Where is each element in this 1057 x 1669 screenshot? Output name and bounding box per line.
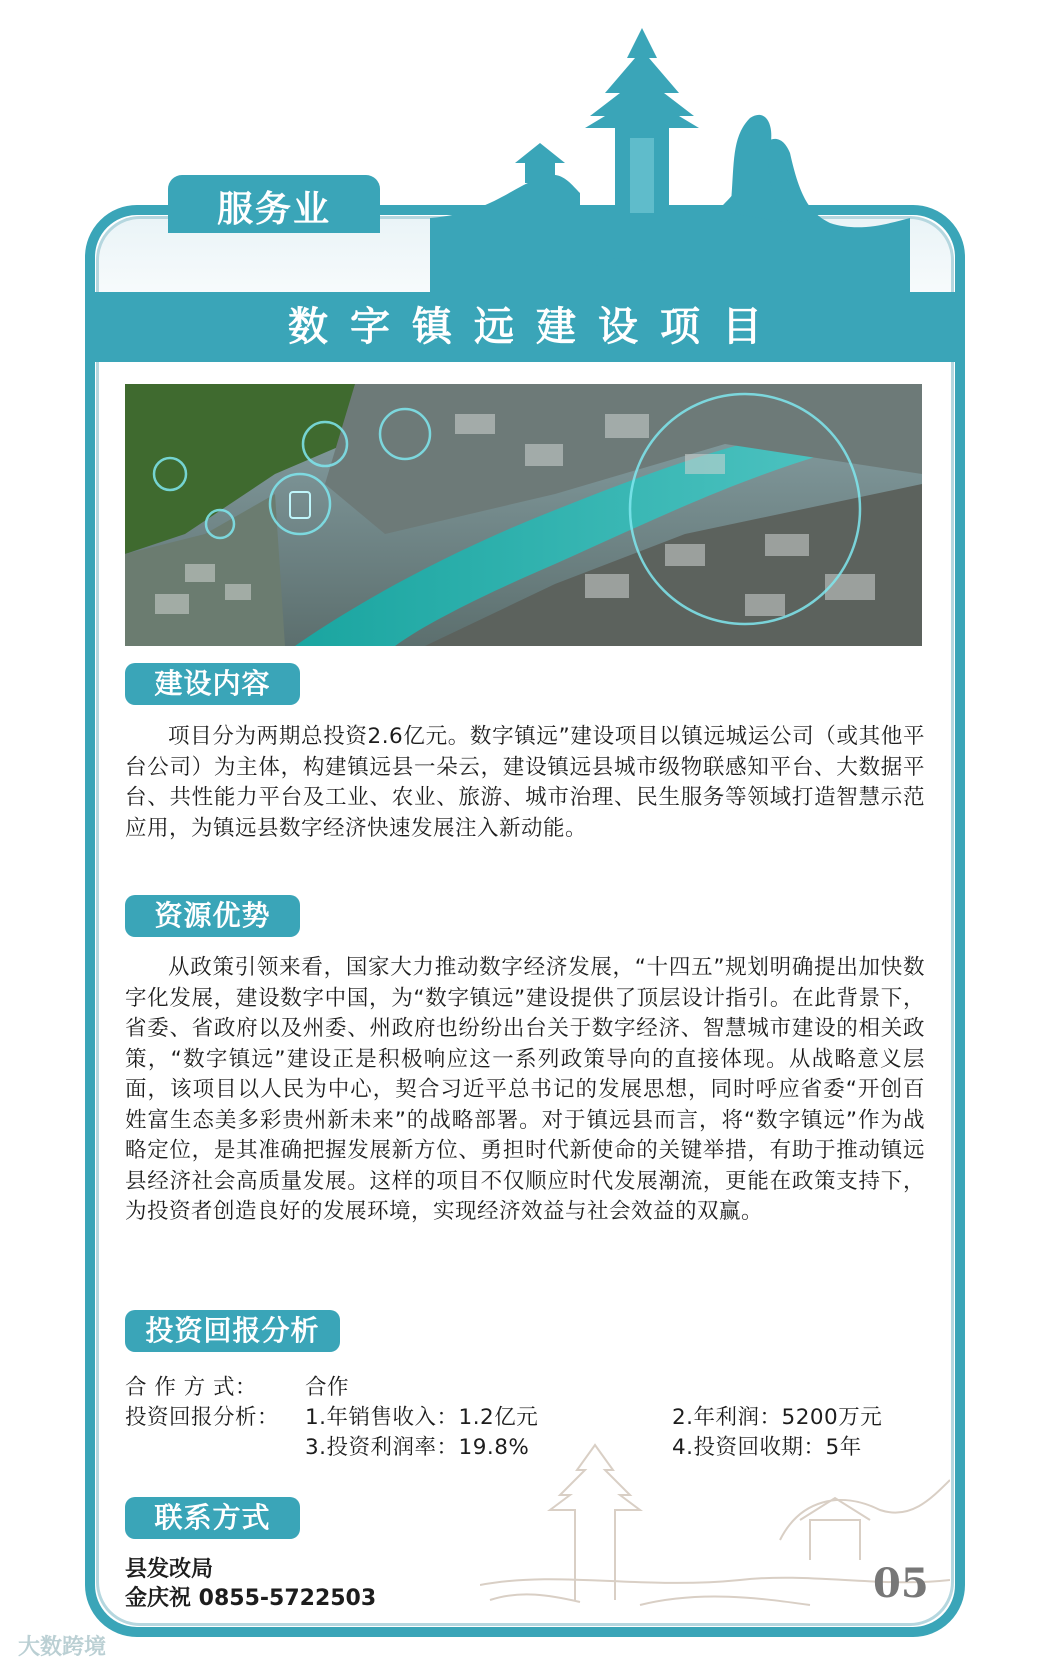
construction-text: 项目分为两期总投资2.6亿元。数字镇远”建设项目以镇远城运公司（或其他平台公司）为主体，构建镇远县一朵云，建设镇远县城市级物联感知平台、大数据平台、共性能力平台及工业、农业、旅游、城市治理、民生服务等领域打造智慧示范应用，为镇远县数字经济快速发展注入新动能。 [125, 724, 925, 841]
coop-mode-label: 合 作 方 式： [125, 1375, 258, 1400]
category-tab [168, 175, 380, 233]
advantages-paragraph [125, 953, 925, 1228]
watermark: 大数跨境 [18, 1635, 107, 1660]
section-heading-advantages: 资源优势 [125, 895, 300, 937]
section-heading-construction: 建设内容 [125, 663, 300, 705]
page-title: 数字镇远建设项目 [288, 304, 784, 350]
return-analysis-label: 投资回报分析： [125, 1405, 280, 1430]
page-number: 05 [873, 1560, 929, 1607]
return-item: 2.年利润：5200万元 [672, 1405, 883, 1430]
return-item: 4.投资回收期：5年 [672, 1435, 862, 1460]
contact-org: 县发改局 [125, 1557, 214, 1582]
coop-mode-value: 合作 [305, 1375, 350, 1400]
return-item: 1.年销售收入：1.2亿元 [305, 1405, 539, 1430]
section-heading-investment: 投资回报分析 [125, 1310, 340, 1352]
contact-person-phone: 金庆祝 0855-5722503 [125, 1586, 377, 1611]
return-item: 3.投资利润率：19.8% [305, 1435, 530, 1460]
category-label: 服务业 [216, 189, 331, 230]
town-aerial-photo [125, 384, 922, 646]
pagoda-skyline-illustration [430, 18, 910, 298]
construction-paragraph [125, 722, 925, 844]
title-bar [92, 292, 958, 362]
advantages-text: 从政策引领来看，国家大力推动数字经济发展，“十四五”规划明确提出加快数字化发展，建设数字中国，为“数字镇远”建设提供了顶层设计指引。在此背景下，省委、省政府以及州委、州政府也纷纷出台关于数字经济、智慧城市建设的相关政策，“数字镇远”建设正是积极响应这一系列政策导向的直接体现。从战略意义层面，该项目以人民为中心，契合习近平总书记的发展思想，同时呼应省委“开创百姓富生态美多彩贵州新未来”的战略部署。对于镇远县而言，将“数字镇远”作为战略定位，是其准确把握发展新方位、勇担时代新使命的关键举措，有助于推动镇远县经济社会高质量发展。这样的项目不仅顺应时代发展潮流，更能在政策支持下，为投资者创造良好的发展环境，实现经济效益与社会效益的双赢。 [125, 955, 925, 1224]
section-heading-contact: 联系方式 [125, 1497, 300, 1539]
